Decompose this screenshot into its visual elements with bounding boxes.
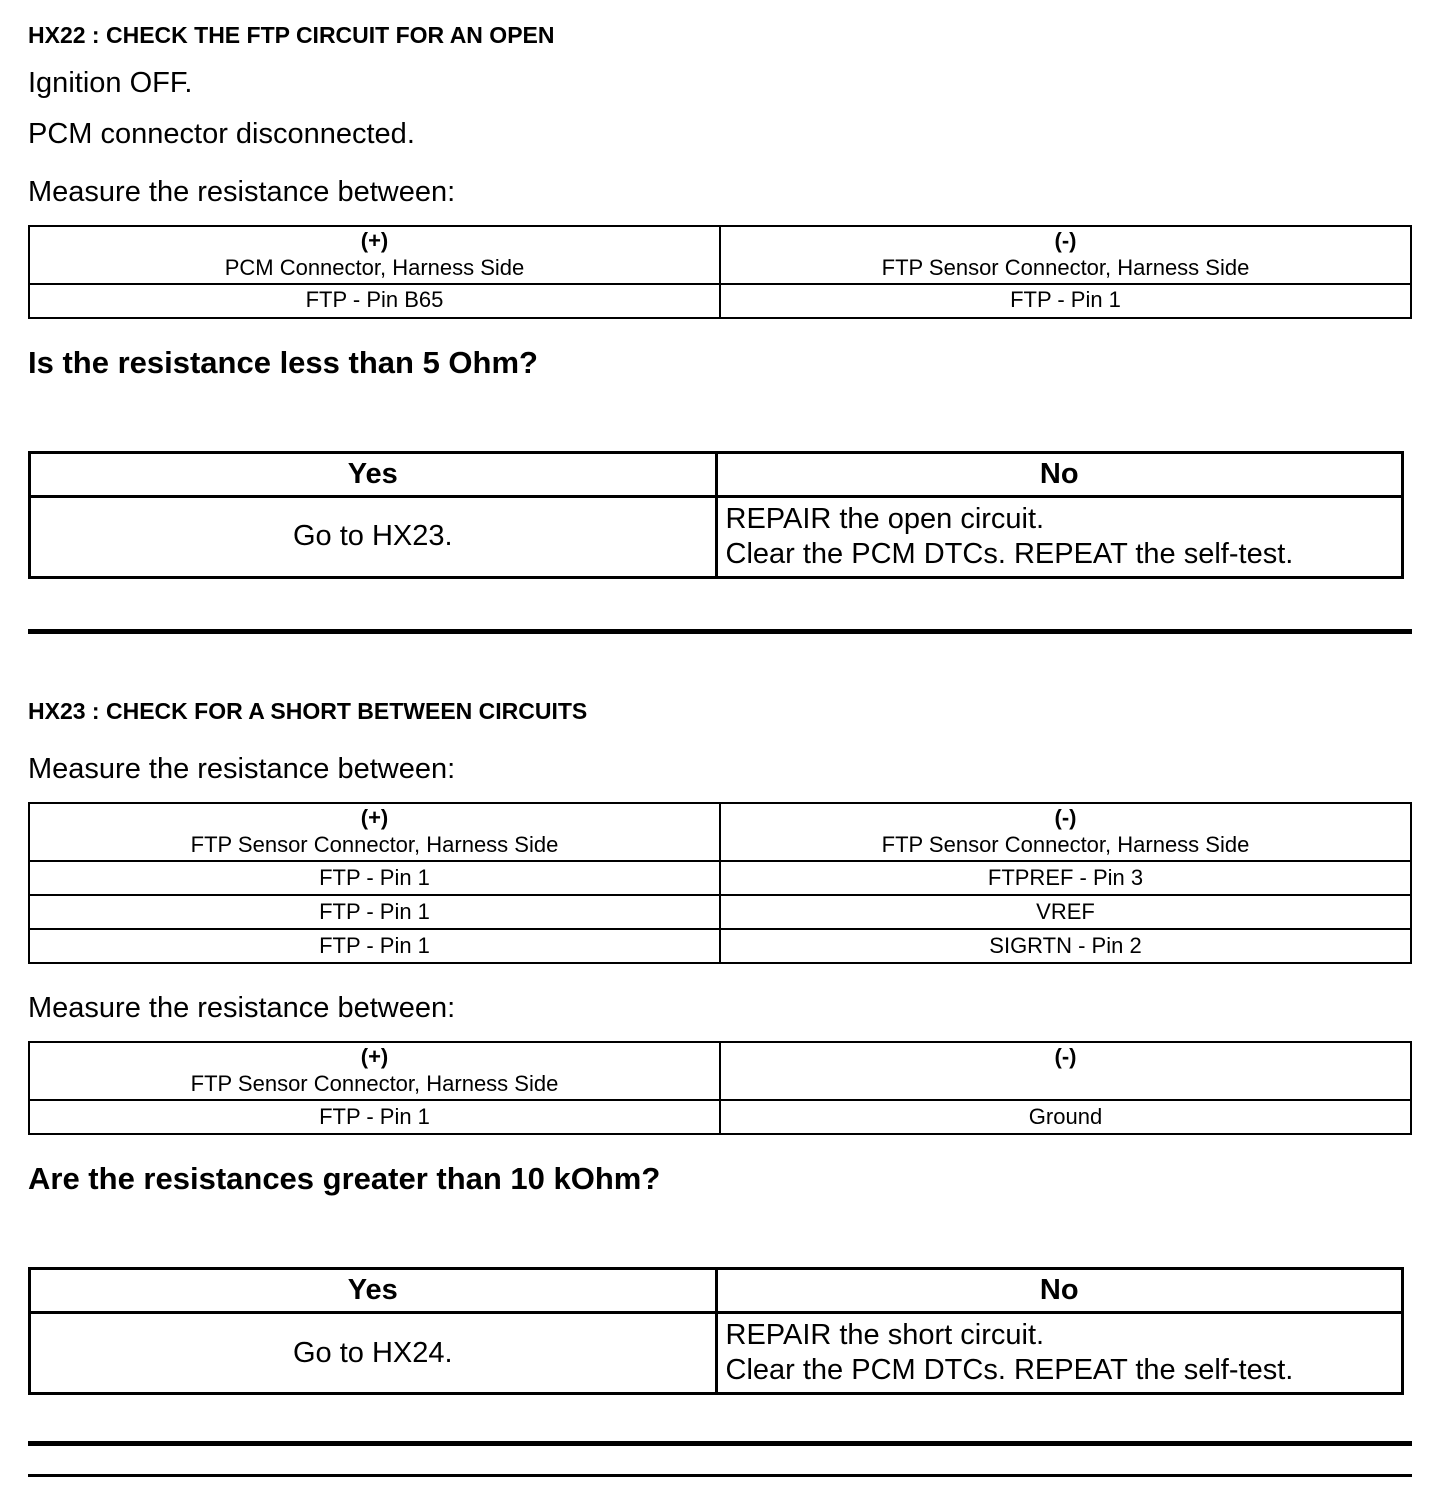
table-row: [29, 929, 1411, 963]
yes-action-cell: Go to HX23.: [30, 496, 717, 577]
hx22-line-pcm: PCM connector disconnected.: [28, 118, 415, 151]
table-row: [29, 1100, 1411, 1134]
hx23-measure-table-1: [28, 802, 1412, 964]
minus-header-cell: [720, 1042, 1411, 1100]
minus-pin-cell: Ground: [720, 1100, 1411, 1134]
minus-pin-cell: FTPREF - Pin 3: [720, 861, 1411, 895]
no-action-line: Clear the PCM DTCs. REPEAT the self-test.: [725, 537, 1294, 570]
yes-action-cell: Go to HX24.: [30, 1313, 717, 1394]
minus-header-cell: [720, 226, 1411, 284]
minus-sign: (-): [1054, 805, 1077, 831]
no-action-line: REPAIR the open circuit.: [725, 502, 1045, 535]
section-hx22: [28, 22, 1412, 579]
hx23-decision-table: [28, 1267, 1404, 1395]
plus-label: FTP Sensor Connector, Harness Side: [190, 1071, 559, 1097]
no-action-cell: [716, 1313, 1403, 1394]
hx22-measure-table: [28, 225, 1412, 319]
table-header-row: [29, 226, 1411, 284]
plus-pin-cell: FTP - Pin B65: [29, 284, 720, 318]
hx23-question: Are the resistances greater than 10 kOhm?: [28, 1161, 661, 1197]
no-header-cell: No: [716, 452, 1403, 496]
plus-header-cell: [29, 1042, 720, 1100]
plus-sign: (+): [360, 1044, 389, 1070]
hx23-measure-table-2: [28, 1041, 1412, 1135]
bottom-edge-line: [28, 1474, 1412, 1477]
table-row: [29, 284, 1411, 318]
section-divider: [28, 629, 1412, 634]
decision-row: [30, 1313, 1403, 1394]
plus-label: PCM Connector, Harness Side: [224, 254, 525, 280]
section-hx23-title: HX23 : CHECK FOR A SHORT BETWEEN CIRCUITS: [28, 697, 588, 724]
plus-pin-cell: FTP - Pin 1: [29, 1100, 720, 1134]
minus-sign: (-): [1054, 228, 1077, 254]
plus-header-cell: [29, 226, 720, 284]
decision-header-row: [30, 452, 1403, 496]
table-header-row: [29, 1042, 1411, 1100]
plus-pin-cell: FTP - Pin 1: [29, 929, 720, 963]
no-header-cell: No: [716, 1268, 1403, 1312]
table-header-row: [29, 803, 1411, 861]
hx22-line-ignition: Ignition OFF.: [28, 67, 193, 99]
decision-row: [30, 496, 1403, 577]
bottom-divider: [28, 1441, 1412, 1446]
plus-sign: (+): [360, 805, 389, 831]
hx22-line-measure: Measure the resistance between:: [28, 175, 456, 208]
hx22-decision-table: [28, 451, 1404, 579]
minus-pin-cell: FTP - Pin 1: [720, 284, 1411, 318]
plus-label: FTP Sensor Connector, Harness Side: [190, 832, 559, 858]
table-row: [29, 861, 1411, 895]
minus-label: [727, 1071, 1404, 1098]
minus-header-cell: [720, 803, 1411, 861]
hx23-line-measure-2: Measure the resistance between:: [28, 992, 456, 1025]
plus-pin-cell: FTP - Pin 1: [29, 895, 720, 929]
no-action-line: REPAIR the short circuit.: [725, 1318, 1045, 1351]
plus-sign: (+): [360, 228, 389, 254]
minus-sign: (-): [1054, 1044, 1077, 1070]
minus-label: FTP Sensor Connector, Harness Side: [881, 832, 1250, 858]
section-hx23: [28, 698, 1412, 1395]
yes-header-cell: Yes: [30, 1268, 717, 1312]
hx22-question: Is the resistance less than 5 Ohm?: [28, 344, 538, 380]
no-action-line: Clear the PCM DTCs. REPEAT the self-test.: [725, 1354, 1294, 1387]
plus-pin-cell: FTP - Pin 1: [29, 861, 720, 895]
minus-label: FTP Sensor Connector, Harness Side: [881, 254, 1250, 280]
hx23-line-measure-1: Measure the resistance between:: [28, 752, 456, 785]
yes-header-cell: Yes: [30, 452, 717, 496]
minus-pin-cell: VREF: [720, 895, 1411, 929]
section-hx22-title: HX22 : CHECK THE FTP CIRCUIT FOR AN OPEN: [28, 22, 555, 48]
minus-pin-cell: SIGRTN - Pin 2: [720, 929, 1411, 963]
no-action-cell: [716, 496, 1403, 577]
table-row: [29, 895, 1411, 929]
plus-header-cell: [29, 803, 720, 861]
decision-header-row: [30, 1268, 1403, 1312]
